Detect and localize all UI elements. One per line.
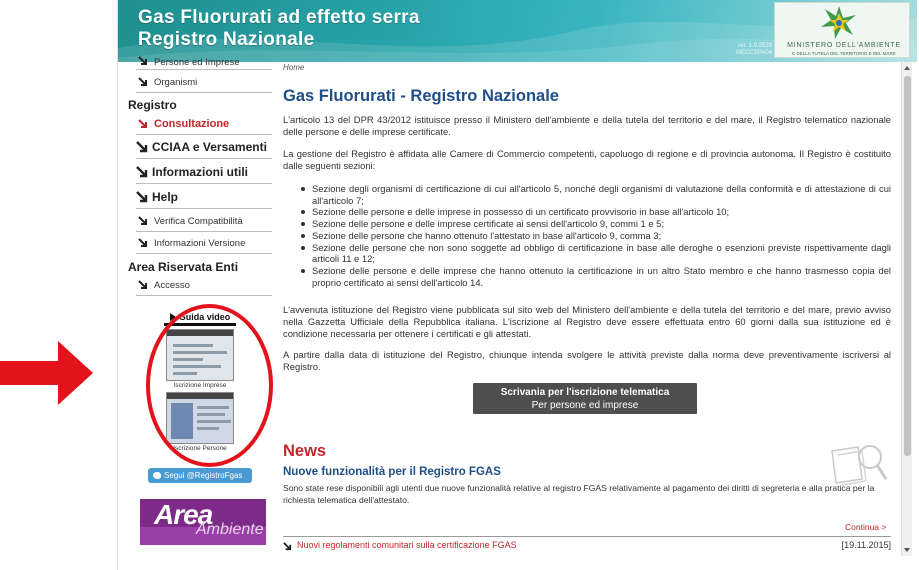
nav-item-label: CCIAA e Versamenti <box>152 140 267 154</box>
list-item: Sezione delle persone che non sono soggette ad obbligo di certificazione in base alle deroghe o esenzioni previste rispettivamente dagli articoli 11 e 12; <box>301 242 891 265</box>
news-item-date: [19.11.2015] <box>841 540 891 550</box>
arrow-down-right-icon <box>136 191 148 203</box>
list-item: Sezione delle persone e delle imprese certificate ai sensi dell'articolo 9, commi 1 e 5; <box>301 218 891 230</box>
registration-paragraph: A partire dalla data di istituzione del Registro, chiunque intenda svolgere le attività previste dalla norma deve preventivamente iscriversi al Registro. <box>283 349 891 372</box>
nav-item-label: Informazioni Versione <box>154 238 246 249</box>
arrow-down-right-icon <box>136 141 148 153</box>
arrow-down-right-icon <box>138 77 148 87</box>
version-label <box>724 43 772 57</box>
scrivania-iscrizione-button[interactable] <box>473 383 697 414</box>
ministry-star-icon <box>815 5 863 41</box>
scroll-up-arrow-icon[interactable] <box>904 66 910 70</box>
page-title: Gas Fluorurati - Registro Nazionale <box>283 87 559 105</box>
arrow-down-right-icon <box>138 56 148 66</box>
area-ambiente-logo[interactable] <box>140 499 266 545</box>
nav-item-label: Verifica Compatibilità <box>154 216 243 227</box>
nav-item-verifica-compatibilita[interactable] <box>136 211 272 232</box>
site-title-line1: Gas Fluorurati ad effetto serra <box>138 7 420 28</box>
nav-item-label: Informazioni utili <box>152 165 248 179</box>
nav-item-label: Accesso <box>154 280 190 291</box>
ministry-subtitle: E DELLA TUTELA DEL TERRITORIO E DEL MARE <box>792 51 896 56</box>
arrow-down-right-icon <box>136 166 148 178</box>
news-text: Sono state rese disponibili agli utenti due nuove funzionalità relative al registro FGAS relativamente al pagamento dei diritti di segreteria e alla pratica per la richiesta telematica dell'attestato. <box>283 483 875 505</box>
nav-item-label: Help <box>152 190 179 204</box>
main-content <box>283 62 893 570</box>
nav-item-organismi[interactable] <box>136 72 272 93</box>
nav-item-informazioni-utili[interactable] <box>136 161 272 184</box>
divider <box>283 536 891 537</box>
nav-item-accesso[interactable] <box>136 275 272 296</box>
list-item: Sezione degli organismi di certificazione di cui all'articolo 5, nonché degli organismi di valutazione della conformità e di attestazione di cui all'articolo 7; <box>301 183 891 206</box>
twitter-follow-label: Segui @RegistroFgas <box>164 471 243 480</box>
video-caption-persone[interactable]: Iscrizione Persone <box>173 445 227 452</box>
nav-item-persone-imprese[interactable] <box>136 52 272 70</box>
red-highlight-circle <box>146 304 273 467</box>
news-item-title: Nuovi regolamenti comunitari sulla certificazione FGAS <box>297 540 517 550</box>
continua-link[interactable]: Continua > <box>845 522 887 532</box>
scrollbar-thumb[interactable] <box>904 76 911 456</box>
twitter-bird-icon <box>153 472 161 479</box>
nav-item-cciaa-versamenti[interactable] <box>136 136 272 159</box>
browser-page <box>117 0 917 570</box>
sidebar-nav <box>118 57 278 570</box>
management-paragraph: La gestione del Registro è affidata alle Camere di Commercio competenti, capoluogo di regione e di provincia autonoma. Il Registro è costituito dalle seguenti sezioni: <box>283 148 891 171</box>
red-arrow-icon <box>0 341 93 405</box>
nav-section-area-riservata: Area Riservata Enti <box>128 260 239 274</box>
nav-item-label: Organismi <box>154 77 198 88</box>
news-headline[interactable]: Nuove funzionalità per il Registro FGAS <box>283 466 501 478</box>
magnifier-document-icon <box>828 439 890 487</box>
breadcrumb[interactable]: Home <box>283 63 305 72</box>
version-sub: MECCSPA04 <box>736 50 772 56</box>
version-number: ver. 1.0.2529 <box>737 43 772 49</box>
nav-item-label: Consultazione <box>154 118 230 130</box>
logo-word-ambiente: Ambiente <box>196 521 264 538</box>
scroll-down-arrow-icon[interactable] <box>904 548 910 552</box>
nav-section-registro: Registro <box>128 98 177 112</box>
list-item: Sezione delle persone che hanno ottenuto l'attestato in base all'articolo 9, comma 3; <box>301 230 891 242</box>
site-title-line2: Registro Nazionale <box>138 29 315 50</box>
button-line1: Scrivania per l'iscrizione telematica <box>500 387 670 398</box>
publication-paragraph: L'avvenuta istituzione del Registro viene pubblicata sul sito web del Ministero dell'ambiente e della tutela del territorio e del mare, previo avviso nella Gazzetta Ufficiale della Repubblica italiana. L'iscrizione al Registro deve essere effettuata entro 60 giorni dalla sua istituzione ed è condizione necessaria per ottenere i certificati e gli attestati. <box>283 304 891 339</box>
list-item: Sezione delle persone e delle imprese che hanno ottenuto la certificazione in un altro Stato membro e che hanno trasmesso copia del proprio certificato ai sensi dell'articolo 14. <box>301 265 891 288</box>
arrow-down-right-icon <box>138 216 148 226</box>
nav-item-label: Persone ed Imprese <box>154 57 240 68</box>
logo-word-area: Area <box>154 499 213 530</box>
video-guide-title-text: Guida video <box>178 312 231 322</box>
registry-sections-list <box>301 183 891 288</box>
ministry-logo[interactable] <box>774 2 910 58</box>
nav-item-help[interactable] <box>136 186 272 209</box>
twitter-follow-button[interactable] <box>148 468 252 483</box>
intro-paragraph: L'articolo 13 del DPR 43/2012 istituisce presso il Ministero dell'ambiente e della tutela del territorio e del mare, il Registro telematico nazionale delle persone e delle imprese certificate. <box>283 114 891 137</box>
nav-item-consultazione[interactable] <box>136 114 272 135</box>
news-list-item[interactable] <box>283 540 891 554</box>
arrow-down-right-icon <box>138 280 148 290</box>
ministry-name: MINISTERO DELL'AMBIENTE <box>787 42 901 49</box>
list-item: Sezione delle persone e delle imprese in possesso di un certificato provvisorio in base all'articolo 10; <box>301 206 891 218</box>
nav-item-informazioni-versione[interactable] <box>136 233 272 254</box>
button-line2: Per persone ed imprese <box>531 400 639 411</box>
video-caption-imprese[interactable]: Iscrizione Imprese <box>173 382 227 389</box>
vertical-scrollbar[interactable] <box>901 62 912 556</box>
news-heading: News <box>283 442 327 460</box>
arrow-down-right-icon <box>138 238 148 248</box>
arrow-down-right-icon <box>283 542 292 551</box>
arrow-down-right-icon <box>138 119 148 129</box>
